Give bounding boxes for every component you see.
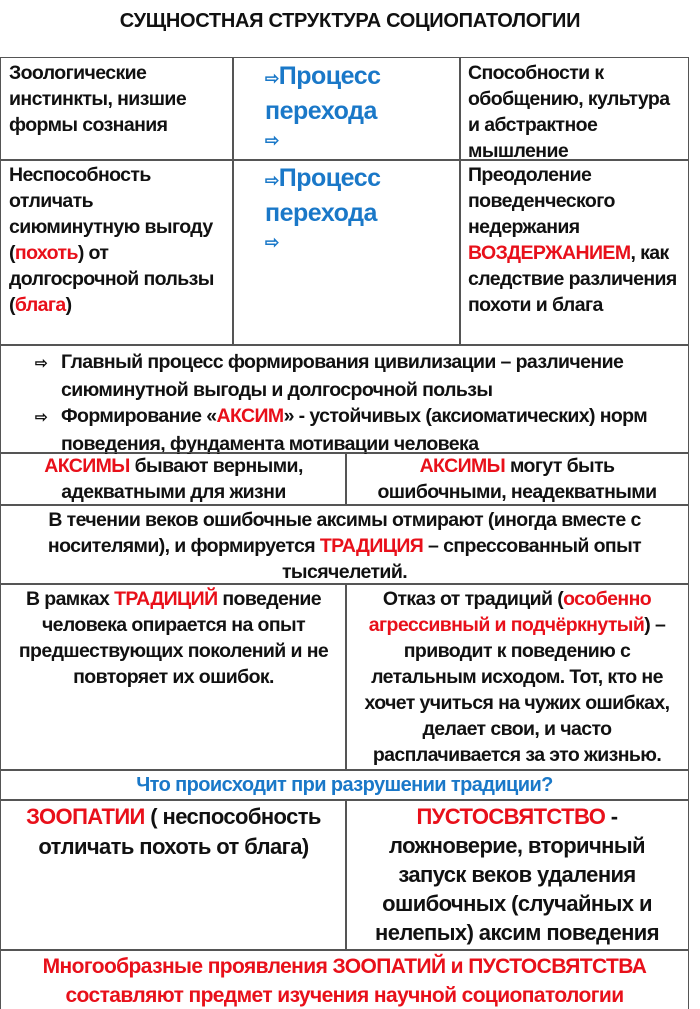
cell-overcoming: [459, 159, 689, 346]
cell-within-traditions: [0, 583, 347, 771]
text-segment: бывают верными, адекватными для жизни: [61, 455, 303, 503]
cell-tradition: [0, 504, 689, 585]
arrow-icon: ⇨: [265, 131, 279, 150]
text-segment: блага: [14, 294, 66, 316]
cell-aksims-true: [0, 452, 347, 506]
text-segment: ТРАДИЦИЙ: [114, 588, 218, 610]
text-segment: АКСИМЫ: [44, 455, 130, 477]
text-segment: Главный процесс формирования цивилизации – различение сиюминутной выгоды и долгосрочной пользы: [61, 351, 624, 401]
text-segment: поведение человека опирается на опыт предшествующих поколений и не повторяет их ошибок.: [18, 588, 329, 688]
question-heading: Что происходит при разрушении традиции?: [0, 769, 689, 801]
text-segment: ПУСТОСВЯТСТВО: [416, 804, 606, 829]
text-segment: Неспособность отличать сиюминутную выгоду (: [9, 164, 213, 264]
arrow-icon: ⇨: [35, 409, 47, 426]
cell-main-process: [0, 344, 689, 454]
arrow-icon: ⇨: [265, 171, 279, 190]
text-segment: – спрессованный опыт тысячелетий.: [281, 535, 642, 583]
text-segment: , как следствие различения похоти и блага: [468, 242, 677, 316]
cell-transition-1: [232, 57, 461, 161]
text-segment: ЗООПАТИИ: [26, 804, 145, 829]
text-segment: похоть: [14, 242, 78, 264]
text-segment: ( неспособность отличать похоть от блага): [38, 804, 321, 859]
arrow-icon: ⇨: [265, 69, 279, 88]
text-segment: АКСИМЫ: [419, 455, 506, 477]
cell-refusal: [345, 583, 689, 771]
conclusion: Многообразные проявления ЗООПАТИЙ и ПУСТОСВЯТСТВА составляют предмет изучения научной социопатологии: [0, 949, 689, 1009]
text-segment: ) – приводит к поведению с летальным исходом. Тот, кто не хочет учиться на чужих ошибках, делает свои, и часто расплачивается за это жизнью.: [364, 614, 670, 766]
text-segment: ВОЗДЕРЖАНИЕМ: [468, 242, 631, 264]
text-segment: Отказ от традиций (: [382, 588, 564, 610]
text-segment: - ложноверие, вторичный запуск веков удаления ошибочных (случайных и нелепых) аксим поведения: [375, 804, 659, 945]
text-segment: В рамках: [25, 588, 115, 610]
text-segment: ) от долгосрочной пользы (: [9, 242, 214, 316]
cell-pustosvyatstvo: [345, 799, 689, 951]
transition-label: Процесс перехода: [265, 164, 381, 227]
text-segment: В течении веков ошибочные аксимы отмирают (иногда вместе с носителями), и формируется: [47, 509, 641, 557]
cell-transition-2: [232, 159, 461, 346]
cell-text: Зоологические инстинкты, низшие формы сознания: [9, 62, 187, 136]
cell-aksims-false: [345, 452, 689, 506]
arrow-icon: ⇨: [265, 233, 279, 252]
text-segment: Преодоление поведенческого недержания: [468, 164, 615, 238]
arrow-icon: ⇨: [35, 355, 47, 372]
page-title: СУЩНОСТНАЯ СТРУКТУРА СОЦИОПАТОЛОГИИ: [119, 10, 581, 32]
text-segment: ТРАДИЦИЯ: [319, 535, 424, 557]
cell-zoological: [0, 57, 234, 161]
cell-text: Способности к обобщению, культура и абстрактное мышление: [468, 62, 670, 162]
transition-label: Процесс перехода: [265, 62, 381, 125]
text-segment: могут быть ошибочными, неадекватными: [377, 455, 657, 503]
cell-abilities: [459, 57, 689, 161]
text-segment: » - устойчивых (аксиоматических) норм поведения, фундамента мотивации человека: [61, 405, 648, 455]
text-segment: особенно агрессивный и подчёркнутый: [368, 588, 652, 636]
cell-zoopathy: [0, 799, 347, 951]
text-segment: ): [65, 294, 72, 316]
text-segment: АКСИМ: [216, 405, 284, 427]
text-segment: Формирование «: [61, 405, 217, 427]
cell-inability: [0, 159, 234, 346]
